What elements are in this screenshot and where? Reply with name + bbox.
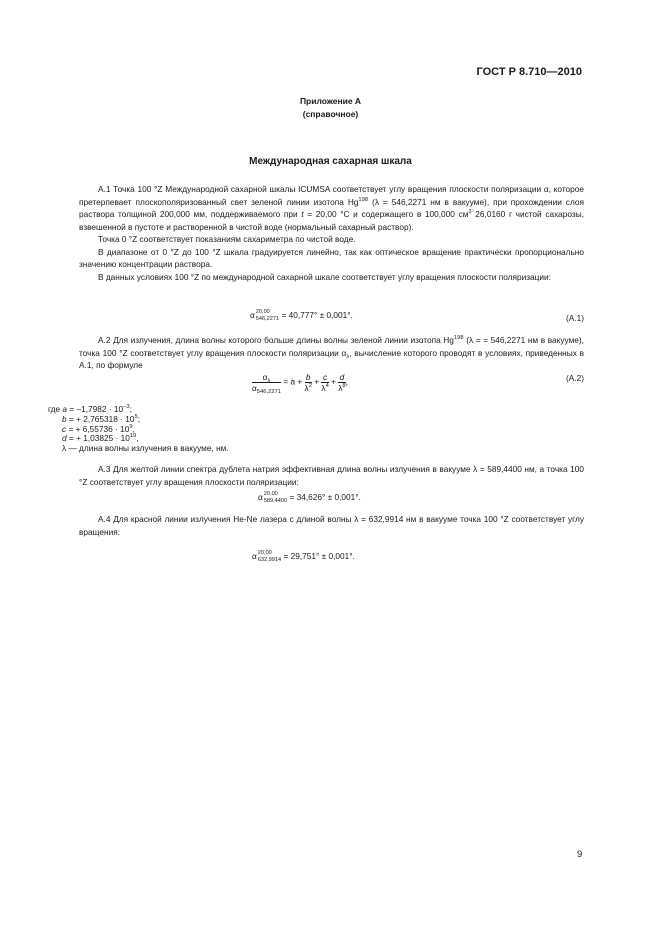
a4-text-block (79, 513, 584, 538)
a2-text-block (79, 334, 584, 372)
equation-a2: $\frac{\alpha_\lambda}{\alpha_{546,2271}}$ = à + $\frac{b}{\lambda^2}$ + $\frac{c}{\lambda^4}$ + $\frac{d}{\lambda^8}$ , (252, 372, 348, 395)
equation-a1-number: (А.1) (566, 313, 584, 323)
appendix-note: (справочное) (302, 109, 359, 119)
a3-text-block (79, 463, 584, 488)
page-number: 9 (577, 849, 583, 860)
def-c: c = + $6,55736 \cdot 10^9$, (62, 423, 135, 434)
a1-text-block (79, 183, 584, 283)
eq-a2-main-fraction: $\frac{\alpha_\lambda}{\alpha_{546,2271}}$ (252, 372, 281, 395)
equation-a2-number: (А.2) (566, 373, 584, 383)
variables-definition (48, 405, 229, 454)
eq-a2-fraction-d: $\frac{d}{\lambda^8}$ (338, 372, 346, 393)
def-lambda: λ — длина волны излучения в вакууме, нм. (62, 443, 229, 454)
equation-a1: α 20,00 546,2271 = 40,777° ± 0,001°. (250, 309, 353, 322)
section-title: Международная сахарная шкала (249, 156, 412, 167)
eq-a2-fraction-b: $\frac{b}{\lambda^2}$ (304, 372, 312, 393)
a1-paragraph-4: В данных условиях 100 °Z по международной сахарной шкале соответствует углу вращения плоскости поляризации: (98, 271, 551, 282)
def-b: b = + $2,765318 \cdot 10^5$; (62, 413, 140, 424)
appendix-label: Приложение А (299, 96, 362, 106)
a1-paragraph-3: В диапазоне от 0 °Z до 100 °Z шкала градуируется линейно, так как оптическое вращение практически пропорционально значению концентрации раствора. (79, 246, 584, 269)
equation-a3: α 20,00 589,4400 = 34,626° ± 0,001°. (258, 491, 361, 504)
a1-paragraph-2: Точка 0 °Z соответствует показаниям сахариметра по чистой воде. (98, 234, 356, 244)
def-a: где $a = -1,7982 \cdot 10^{-3}$; (48, 404, 132, 414)
equation-a4: α 20,00 632,9914 = 29,751° ± 0,001°. (252, 550, 355, 563)
standard-number: ГОСТ Р 8.710—2010 (476, 66, 582, 78)
a2-paragraph-1: А.2 Для излучения, длина волны которого больше длины волны зеленой линии изотопа Hg$^{198}$ (λ = = 546,2271 нм в вакууме), точка 100 °Z соответствует углу вращения плоскости поляризации $\alpha_\lambda$, вычисление которого проводят в условиях, приведенных в А.1, по формуле (79, 335, 584, 370)
a1-paragraph-1: А.1 Точка 100 °Z Международной сахарной шкалы ICUMSA соответствует углу вращения плоскости поляризации α, которое претерпевает плоскополяризованный свет зеленой линии изотопа Hg$^{198}$ (λ = 546,2271 нм в вакууме), при прохождении слоя раствора толщиной 200,000 мм, поддерживаемого при t = 20,00 °С и содержащего в 100,000 $см^3$ 26,0160 г чистой сахарозы, взвешенной в пустоте и растворенной в чистой воде (нормальный сахарный раствор). (79, 184, 584, 232)
a4-paragraph: А.4 Для красной линии излучения He-Ne лазера с длиной волны λ = 632,9914 нм в вакууме точка 100 °Z соответствует углу вращения: (79, 514, 584, 537)
eq-a2-fraction-c: $\frac{c}{\lambda^4}$ (321, 372, 329, 393)
def-d: d = + $1,03825 \cdot 10^{19}$, (62, 433, 139, 444)
a3-paragraph: А.3 Для желтой линии спектра дублета натрия эффективная длина волны излучения в вакууме λ = 589,4400 нм, а точка 100 °Z соответствует углу вращения плоскости поляризации: (79, 464, 584, 487)
